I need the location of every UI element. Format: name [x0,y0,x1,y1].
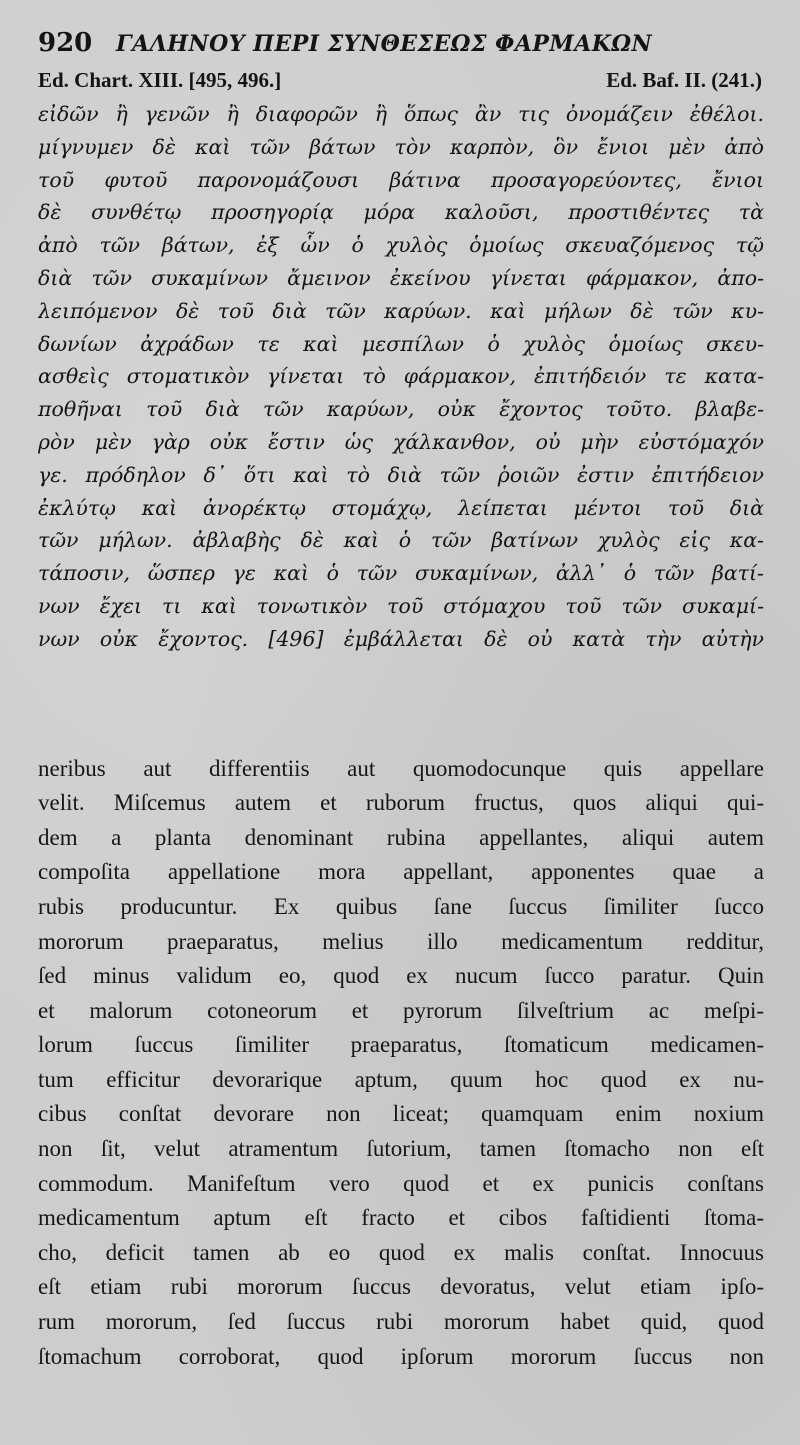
latin-line: dem a planta denominant rubina appellantes, aliqui autem [38,824,764,850]
latin-line: ſtomachum corroborat, quod ipſorum mororum ſuccus non [38,1343,764,1369]
latin-line: mororum praeparatus, melius illo medicamentum redditur, [38,928,764,954]
greek-line: τοῦ φυτοῦ παρονομάζουσι βάτινα προσαγορεύοντες, ἔνιοι [38,167,764,192]
latin-line: ſed minus validum eo, quod ex nucum ſucco paratur. Quin [38,963,764,989]
greek-line: νων οὐκ ἔχοντος. [496] ἐμβάλλεται δὲ οὐ κατὰ τὴν αὐτὴν [38,626,764,651]
greek-line: τῶν μήλων. ἀβλαβὴς δὲ καὶ ὁ τῶν βατίνων χυλὸς εἰς κα- [38,528,764,553]
edition-chart-reference: Ed. Chart. XIII. [495, 496.] [38,68,282,92]
greek-line: ἀπὸ τῶν βάτων, ἐξ ὧν ὁ χυλὸς ὁμοίως σκευαζόμενος τῷ [38,233,764,258]
greek-line: εἰδῶν ἢ γενῶν ἢ διαφορῶν ἢ ὅπως ἂν τις ὀνομάζειν ἐθέλοι. [38,102,764,126]
greek-line: ρὸν μὲν γὰρ οὐκ ἔστιν ὡς χάλκανθον, οὐ μὴν εὐστόμαχόν [38,429,764,454]
greek-line: μίγνυμεν δὲ καὶ τῶν βάτων τὸν καρπὸν, ὃν ἔνιοι μὲν ἀπὸ [38,134,764,159]
latin-line: neribus aut differentiis aut quomodocunque quis appellare [38,755,764,781]
latin-line: cibus conſtat devorare non liceat; quamquam enim noxium [38,1101,764,1127]
greek-line: τάποσιν, ὥσπερ γε καὶ ὁ τῶν συκαμίνων, ἀλλ᾽ ὁ τῶν βατί- [38,561,764,586]
latin-line: non ſit, velut atramentum ſutorium, tamen ſtomacho non eſt [38,1136,764,1162]
latin-line: lorum ſuccus ſimiliter praeparatus, ſtomaticum medicamen- [38,1032,764,1058]
greek-line: δωνίων ἀχράδων τε καὶ μεσπίλων ὁ χυλὸς ὁμοίως σκευ- [38,331,764,356]
latin-line: compoſita appellatione mora appellant, apponentes quae a [38,859,764,885]
latin-line: rubis producuntur. Ex quibus ſane ſuccus ſimiliter ſucco [38,893,764,919]
greek-line: γε. πρόδηλον δ᾽ ὅτι καὶ τὸ διὰ τῶν ῥοιῶν ἐστιν ἐπιτήδειον [38,462,764,487]
edition-basel-reference: Ed. Baf. II. (241.) [606,68,762,92]
latin-text-block [38,752,764,1375]
greek-line: νων ἔχει τι καὶ τονωτικὸν τοῦ στόμαχου τοῦ τῶν συκαμί- [38,593,764,618]
greek-text-block [38,98,764,656]
greek-line: ασθεὶς στοματικὸν γίνεται τὸ φάρμακον, ἐπιτήδειόν τε κατα- [38,364,764,389]
greek-line: ποθῆναι τοῦ διὰ τῶν καρύων, οὐκ ἔχοντος τοῦτο. βλαβε- [38,397,764,422]
column-gap [38,656,764,752]
edition-reference-line [38,68,764,96]
latin-line: rum mororum, ſed ſuccus rubi mororum habet quid, quod [38,1309,764,1335]
latin-line: cho, deficit tamen ab eo quod ex malis conſtat. Innocuus [38,1239,764,1265]
greek-line: διὰ τῶν συκαμίνων ἄμεινον ἐκείνου γίνεται φάρμακον, ἀπο- [38,265,764,290]
latin-line: medicamentum aptum eſt fracto et cibos faſtidienti ſtoma- [38,1205,764,1231]
latin-line: eſt etiam rubi mororum ſuccus devoratus, velut etiam ipſo- [38,1274,764,1300]
latin-line: commodum. Manifeſtum vero quod et ex punicis conſtans [38,1170,764,1196]
greek-line: δὲ συνθέτῳ προσηγορίᾳ μόρα καλοῦσι, προστιθέντες τὰ [38,200,764,225]
running-title: ΓΑΛΗΝΟΥ ΠΕΡΙ ΣΥΝΘΕΣΕΩΣ ΦΑΡΜΑΚΩΝ [116,31,653,57]
page-number: 920 [38,28,93,58]
latin-line: velit. Miſcemus autem et ruborum fructus, quos aliqui qui- [38,790,764,816]
greek-line: ἐκλύτῳ καὶ ἀνορέκτῳ στομάχῳ, λείπεται μέντοι τοῦ διὰ [38,495,764,520]
latin-line: et malorum cotoneorum et pyrorum ſilveſtrium ac meſpi- [38,997,764,1023]
running-head [38,28,764,62]
latin-line: tum efficitur devorarique aptum, quum hoc quod ex nu- [38,1066,764,1092]
greek-line: λειπόμενον δὲ τοῦ διὰ τῶν καρύων. καὶ μήλων δὲ τῶν κυ- [38,298,764,323]
